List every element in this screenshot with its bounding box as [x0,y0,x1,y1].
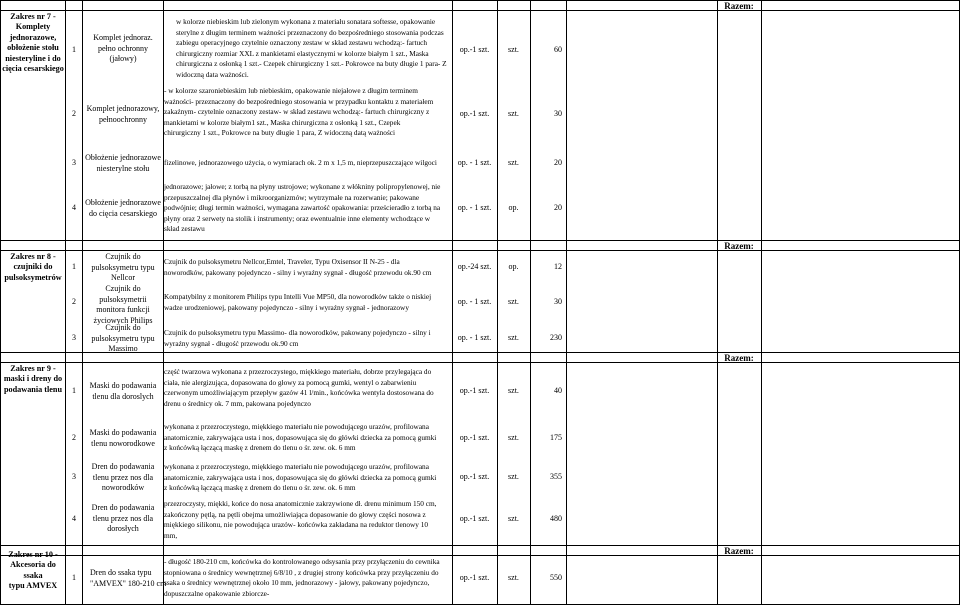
measure-unit: op. [508,203,519,212]
quantity: 355 [550,472,562,481]
product-description: - długość 180-210 cm, końcówka do kontrolowanego odsysania przy przyłączeniu do cewnika stopniowana o średnicy wewnętrznej 6/8/10 , z drugiej strony końcówka przy przyłączeniu do ssaka o średnicy wewnętrznej około 10 mm, jednorazowy - jałowy, pakowany pojedynczo, dopuszczalne opakowanie zbiorcze- [164,557,440,598]
measure-unit: szt. [508,386,519,395]
measure-unit: szt. [508,514,519,523]
product-description: Kompatybilny z monitorem Philips typu Intelli Vue MP50, dla noworodków także o niskiej wadze urodzeniowej, pakowany pojedynczo - silny i wyraźny sygnał - jednorazowy [164,292,432,312]
measure-unit: op. [508,262,519,271]
package-unit: op.-1 szt. [459,45,490,54]
package-unit: op.-24 szt. [457,262,492,271]
section-7-total-label: Razem: [724,1,754,11]
row-number: 4 [72,203,76,212]
row-number: 1 [72,573,76,582]
product-name: Komplet jednoraz. pełno ochronny (jałowy) [93,33,153,64]
section-8-total-label: Razem: [724,241,754,251]
row-number: 2 [72,109,76,118]
row-number: 3 [72,472,76,481]
product-name: Dren do ssaka typu "AMVEX" 180-210 cm [90,568,167,588]
quantity: 40 [554,386,562,395]
quantity: 230 [550,333,562,342]
measure-unit: szt. [508,433,519,442]
product-name: Obłożenie jednorazowe niesterylne stołu [85,153,161,173]
product-description: jednorazowe; jałowe; z torbą na płyny ustrojowe; wykonane z włókniny polipropylenowej, nie przepuszczalnej dla płynów i mikroorganizmów; wytrzymałe na rozerwanie; pakowane podwójnie; długi termin ważności, wymagana zawartość opakowania: prześcieradło z torbą na płyny oraz 2 serwety na stolik i instrumenty; oraz ewentualnie inne elementy wchodzące w skład zestawu [164,182,441,234]
package-unit: op.-1 szt. [459,573,490,582]
measure-unit: szt. [508,45,519,54]
quantity: 30 [554,109,562,118]
row-number: 3 [72,333,76,342]
product-name: Komplet jednorazowy, pełnoochronny [86,104,160,124]
product-name: Czujnik do pulsoksymetru typu Massimo [91,323,155,354]
product-name: Czujnik do pulsoksymetru typu Nellcor [91,252,155,283]
quantity: 60 [554,45,562,54]
section-8-title: Zakres nr 8 - czujniki do pulsoksymetrów [4,252,62,282]
quantity: 20 [554,158,562,167]
package-unit: op. - 1 szt. [457,297,492,306]
row-number: 3 [72,158,76,167]
product-description: wykonana z przezroczystego, miękkiego materiału nie powodującego urazów, profilowana anatomicznie, zakrywająca usta i nos, dopasowująca się do główki dziecka za pomocą gumki z końcówką łączącą maskę z drenem do tlenu o śr. zew. ok. 6 mm [164,462,437,493]
row-number: 2 [72,297,76,306]
quantity: 30 [554,297,562,306]
product-description: przezroczysty, miękki, końce do nosa anatomicznie zakrzywione dł. drenu minimum 150 cm, zakończony pętlą, na pętli obejma umożliwiająca dopasowanie do głowy części nosowa z miękkiego silikonu, nie powodująca urazów- końcówka zakładana na reduktor tlenowy 10 mm, [164,499,437,540]
measure-unit: szt. [508,158,519,167]
product-name: Dren do podawania tlenu przez nos dla noworodków [91,462,155,493]
measure-unit: szt. [508,573,519,582]
product-name: Czujnik do pulsoksymetrii monitora funkcji życiowych Philips [93,284,153,325]
product-name: Maski do podawania tlenu noworodkowe [89,428,157,448]
product-description: część twarzowa wykonana z przezroczystego, miękkiego materiału, dobrze przylegająca do ciała, nie alergizująca, dopasowana do głowy za pomocą gumki, wentyl o zabarwieniu czerwonym umożliwiającym przepływ gazów 41 l/min., końcówka wentyla dostosowana do drenu o średnicy ok. 7 mm, pakowana pojedynczo [164,367,434,408]
package-unit: op. - 1 szt. [457,203,492,212]
section-9-title: Zakres nr 9 - maski i dreny do podawania tlenu [3,364,63,394]
package-unit: op.-1 szt. [459,514,490,523]
product-description: wykonana z przezroczystego, miękkiego materiału nie powodującego urazów, profilowana anatomicznie, zakrywająca usta i nos, dopasowująca się do główki dziecka za pomocą gumki z końcówką łączącą maskę z drenem do tlenu o śr. zew. ok. 6 mm [164,422,437,453]
product-name: Dren do podawania tlenu przez nos dla dorosłych [91,503,155,534]
quantity: 20 [554,203,562,212]
section-10-title: Zakres nr 10 - Akcesoria do ssaka typu AMVEX [8,550,58,591]
measure-unit: szt. [508,333,519,342]
quantity: 175 [550,433,562,442]
quantity: 480 [550,514,562,523]
package-unit: op. - 1 szt. [457,333,492,342]
package-unit: op.-1 szt. [459,472,490,481]
measure-unit: szt. [508,297,519,306]
measure-unit: szt. [508,109,519,118]
product-description: w kolorze niebieskim lub zielonym wykonana z materiału sonatara softesse, opakowanie sterylne z długim terminem ważności przeznaczony do bezpośredniego stosowania podczas zabiegu operacyjnego czytelnie oznaczony zestaw w skład zestawu wchodzą:- fartuch chirurgiczny rozmiar XXL z mankietami elastycznymi w kolorze białym 1 szt., Maska chirurgiczna z osłonką 1 szt.- Czepek chirurgiczny 1 szt.- Pokrowce na buty długie 1 para- Z widoczną data ważności. [176,17,447,79]
row-number: 1 [72,262,76,271]
product-description: fizelinowe, jednorazowego użycia, o wymiarach ok. 2 m x 1,5 m, nieprzepuszczające wilgoci [164,158,437,167]
package-unit: op.-1 szt. [459,109,490,118]
package-unit: op.-1 szt. [459,386,490,395]
row-number: 1 [72,45,76,54]
product-description: Czujnik do pulsoksymetru Nellcor,Emtel, Traveler, Typu Oxisensor II N-25 - dla noworodków, pakowany pojedynczo - silny i wyraźny sygnał - długość przewodu ok.90 cm [164,257,432,277]
row-number: 4 [72,514,76,523]
section-9-total-label: Razem: [724,353,754,363]
product-description: - w kolorze szaroniebieskim lub niebieskim, opakowanie niejałowe z długim terminem ważności- przeznaczony do bezpośredniego stosowania w przypadku kontaktu z materiałem zakaźnym- czytelnie oznaczony zestaw- w skład zestawu wchodzą:- fartuch chirurgiczny z mankietami w kolorze białym1 szt., Maska chirurgiczna z osłonką 1 szt., Czepek chirurgiczny 1 szt., Pokrowce na buty długie 1 para, Z widoczną datą ważności [164,86,434,138]
row-number: 1 [72,386,76,395]
product-description: Czujnik do pulsoksymetru typu Massimo- dla noworodków, pakowany pojedynczo - silny i wyraźny sygnał - długość przewodu ok.90 cm [164,328,431,348]
quantity: 550 [550,573,562,582]
quantity: 12 [554,262,562,271]
measure-unit: szt. [508,472,519,481]
section-10-total-label: Razem: [724,546,754,556]
product-name: Obłożenie jednorazowe do cięcia cesarskiego [85,198,161,218]
product-name: Maski do podawania tlenu dla doroslych [89,381,157,401]
section-7-title: Zakres nr 7 - Komplety jednorazowe, obłożenie stołu niesteryline i do cięcia cesarskiego [2,12,64,74]
package-unit: op.-1 szt. [459,433,490,442]
row-number: 2 [72,433,76,442]
package-unit: op. - 1 szt. [457,158,492,167]
